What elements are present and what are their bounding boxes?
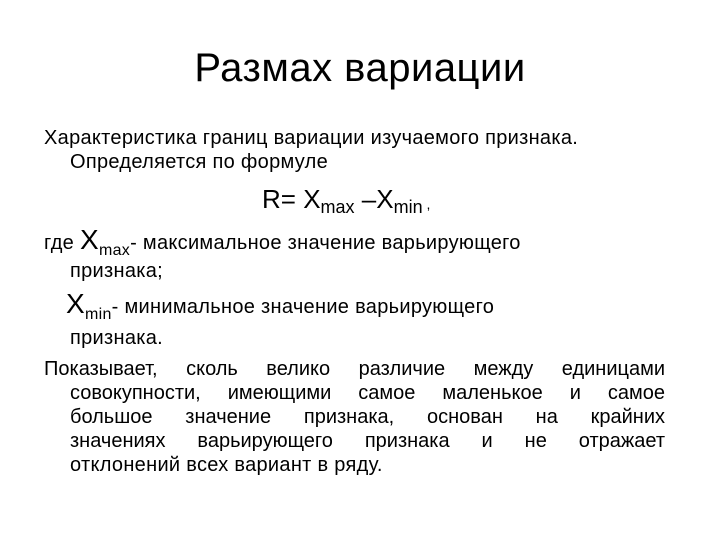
xmax-subscript: max	[98, 242, 131, 259]
slide-title: Размах вариации	[194, 46, 526, 90]
formula-sub-min: min	[393, 197, 423, 217]
shows-line-5: отклонений всех вариант в ряду.	[70, 454, 383, 476]
range-formula	[262, 184, 430, 218]
shows-line-3: большое значение признака, основан на крайних	[70, 406, 665, 428]
xmin-continuation: признака.	[70, 327, 164, 349]
formula-lhs: R=	[262, 184, 304, 214]
intro-line-2: Определяется по формуле	[70, 151, 329, 173]
shows-line-1: Показывает, сколь велико различие между единицами	[44, 358, 665, 380]
xmin-symbol: X	[66, 288, 85, 319]
shows-line-4: значениях варьирующего признака и не отражает	[70, 430, 665, 452]
xmin-definition	[66, 290, 494, 324]
formula-x-max: X	[303, 184, 321, 214]
xmax-text: - максимальное значение варьирующего	[130, 232, 521, 254]
formula-x-min: X	[376, 184, 394, 214]
xmin-text: - минимальное значение варьирующего	[111, 296, 495, 318]
formula-comma: ,	[422, 196, 431, 212]
formula-sub-max: max	[320, 197, 355, 217]
xmax-definition	[44, 226, 521, 260]
xmin-subscript: min	[84, 306, 112, 323]
shows-line-2: совокупности, имеющими самое маленькое и самое	[70, 382, 665, 404]
xmax-continuation: признака;	[70, 260, 164, 282]
formula-minus: –	[354, 184, 377, 214]
xmax-symbol: X	[79, 224, 99, 255]
xmax-prefix: где	[44, 232, 80, 254]
intro-line-1: Характеристика границ вариации изучаемого признака.	[44, 127, 579, 149]
